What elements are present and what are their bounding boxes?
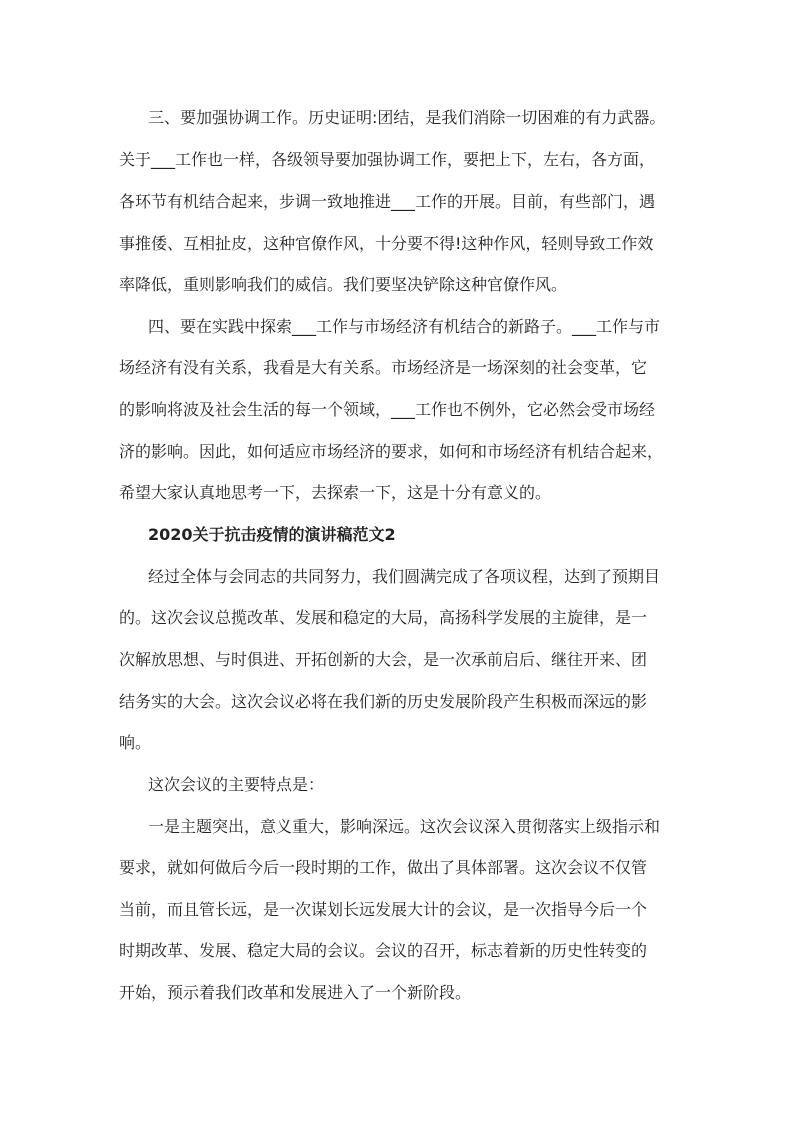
paragraph-4-line-4: 济的影响。因此，如何适应市场经济的要求，如何和市场经济有机结合起来， [119,442,664,461]
paragraph-6-line-1: 这次会议的主要特点是： [148,775,325,794]
paragraph-7-line-2: 要求，就如何做后今后一段时期的工作，做出了具体部署。这次会议不仅管 [119,858,648,877]
paragraph-7-line-4: 时期改革、发展、稳定大局的会议。会议的召开，标志着新的历史性转变的 [119,941,648,960]
paragraph-3-line-5: 率降低，重则影响我们的威信。我们要坚决铲除这种官僚作风。 [119,275,568,294]
paragraph-5-line-4: 结务实的大会。这次会议必将在我们新的历史发展阶段产生积极而深远的影 [119,692,648,711]
paragraph-3-line-1: 三、要加强协调工作。历史证明:团结，是我们消除一切困难的有力武器。 [148,108,666,127]
paragraph-4-line-1: 四、要在实践中探索___工作与市场经济有机结合的新路子。___工作与市 [148,317,661,336]
section-heading: 2020关于抗击疫情的演讲稿范文2 [148,525,396,544]
paragraph-4-line-5: 希望大家认真地思考一下，去探索一下，这是十分有意义的。 [119,483,552,502]
paragraph-5-line-1: 经过全体与会同志的共同努力，我们圆满完成了各项议程，达到了预期目 [148,567,661,586]
paragraph-3-line-3: 各环节有机结合起来，步调一致地推进___工作的开展。目前，有些部门，遇 [119,192,656,211]
paragraph-3-line-2: 关于___工作也一样，各级领导要加强协调工作，要把上下，左右，各方面， [119,150,656,169]
paragraph-5-line-5: 响。 [119,733,152,752]
paragraph-4-line-3: 的影响将波及社会生活的每一个领域，___工作也不例外，它必然会受市场经 [119,400,656,419]
paragraph-3-line-4: 事推倭、互相扯皮，这种官僚作风，十分要不得!这种作风，轻则导致工作效 [119,234,654,253]
paragraph-7-line-5: 开始，预示着我们改革和发展进入了一个新阶段。 [119,983,472,1002]
paragraph-7-line-3: 当前，而且管长远，是一次谋划长远发展大计的会议，是一次指导今后一个 [119,900,648,919]
paragraph-4-line-2: 场经济有没有关系，我看是大有关系。市场经济是一场深刻的社会变革，它 [119,358,648,377]
paragraph-7-line-1: 一是主题突出，意义重大，影响深远。这次会议深入贯彻落实上级指示和 [148,817,661,836]
paragraph-5-line-3: 次解放思想、与时俱进、开拓创新的大会，是一次承前启后、继往开来、团 [119,650,648,669]
paragraph-5-line-2: 的。这次会议总揽改革、发展和稳定的大局，高扬科学发展的主旋律，是一 [119,608,648,627]
